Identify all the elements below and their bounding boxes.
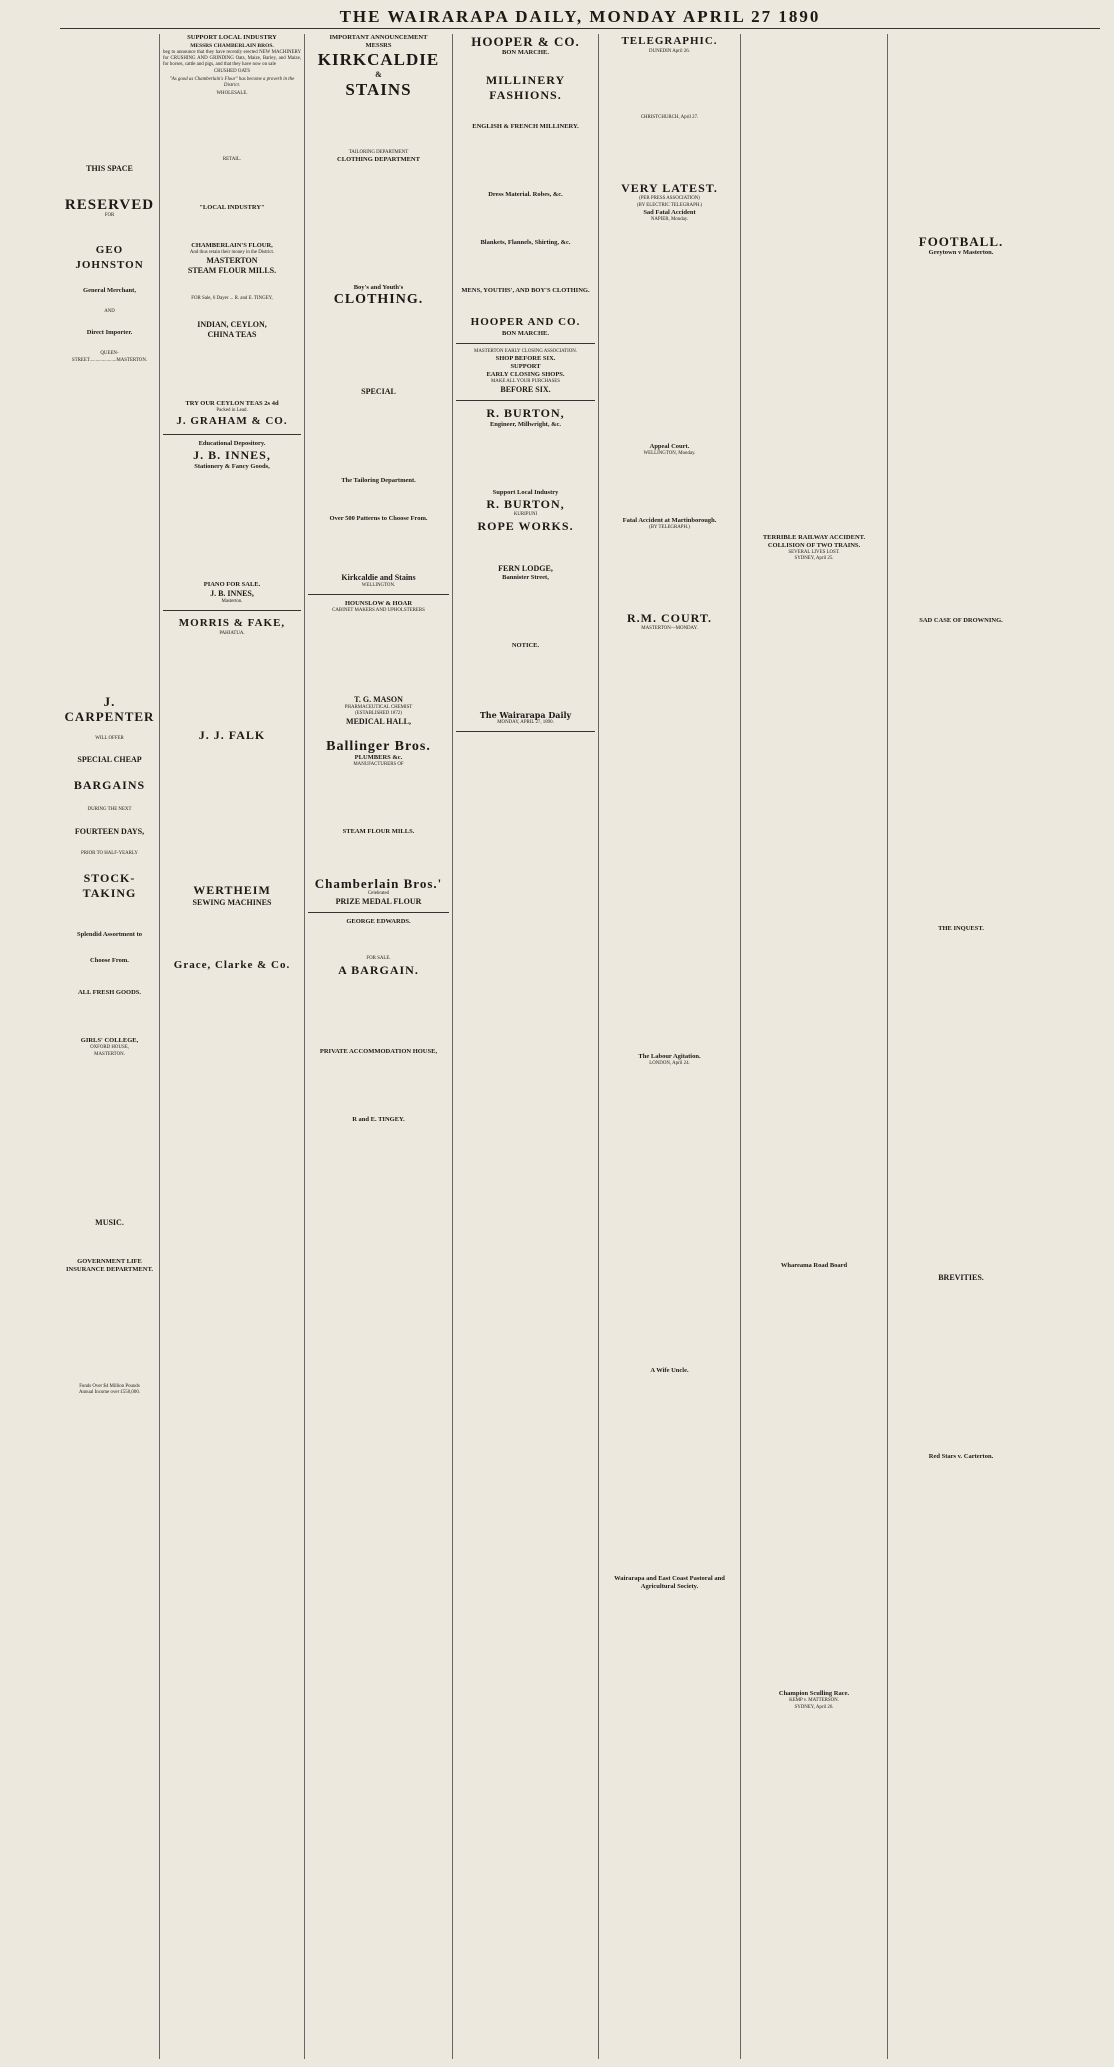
- general-merchant: General Merchant,: [83, 287, 136, 295]
- column-6: [741, 34, 888, 2059]
- chamberlain-bros-2: Chamberlain Bros.': [314, 876, 443, 892]
- piano-for-sale: PIANO FOR SALE.: [203, 581, 261, 589]
- innes-masterton: Masterton.: [221, 599, 243, 605]
- notice-heading: NOTICE.: [511, 641, 540, 649]
- wholesale-label: WHOLESALE.: [216, 91, 248, 97]
- special-label: SPECIAL: [361, 387, 396, 397]
- by-telegraph: (BY TELEGRAPH.): [649, 525, 690, 531]
- column-7: [888, 34, 1034, 2059]
- patterns-line: Over 500 Patterns to Choose From.: [329, 515, 428, 523]
- chamberlain-bros: MESSRS CHAMBERLAIN BROS.: [190, 43, 274, 49]
- sewing-machines: SEWING MACHINES: [192, 897, 272, 907]
- column-5: [599, 34, 741, 2059]
- brevities-heading: BREVITIES.: [938, 1273, 984, 1282]
- masterton-label: MASTERTON: [206, 255, 258, 265]
- tingey-name: R and E. TINGEY.: [352, 1115, 405, 1123]
- for-label: FOR: [104, 213, 115, 218]
- sydney-date: SYDNEY, April 25.: [794, 556, 834, 562]
- during-next: DURING THE NEXT: [87, 807, 132, 813]
- retain-money: And thus retain their money in the District.: [189, 249, 275, 255]
- fern-lodge: FERN LODGE,: [498, 563, 553, 573]
- kirkcaldie-wellington: WELLINGTON.: [361, 583, 396, 589]
- wife-uncle: A Wife Uncle.: [650, 1366, 689, 1374]
- tailoring-department: The Tailoring Department.: [341, 477, 416, 485]
- funds-line: Funds Over $4 Million Pounds: [79, 1383, 140, 1389]
- make-purchases: MAKE ALL YOUR PURCHASES: [490, 379, 561, 385]
- choose-from: Choose From.: [90, 957, 129, 965]
- fourteen-days: FOURTEEN DAYS,: [74, 827, 145, 837]
- the-inquest: THE INQUEST.: [938, 925, 984, 932]
- sad-case-drowning: SAD CASE OF DROWNING.: [919, 617, 1003, 624]
- red-stars-carterton: Red Stars v. Carterton.: [928, 1453, 994, 1460]
- sydney-date-2: SYDNEY, April 26.: [794, 1704, 834, 1710]
- girls-college: GIRLS' COLLEGE,: [80, 1037, 139, 1045]
- prior-to: PRIOR TO HALF-YEARLY: [81, 851, 138, 857]
- medical-hall: MEDICAL HALL,: [346, 717, 411, 727]
- column-2: [160, 34, 305, 2059]
- carpenter-name: J. CARPENTER: [64, 693, 155, 724]
- retail-label: RETAIL.: [222, 157, 242, 163]
- stains-heading: STAINS: [345, 80, 412, 99]
- daily-title: The Wairarapa Daily: [479, 709, 572, 720]
- steam-flour-mills-2: STEAM FLOUR MILLS.: [342, 828, 415, 836]
- several-lives: SEVERAL LIVES LOST.: [788, 550, 840, 555]
- support-label: SUPPORT: [510, 363, 541, 371]
- morris-fake: MORRIS & FAKE,: [178, 617, 286, 630]
- burton-name: R. BURTON,: [486, 406, 565, 421]
- fashions-heading: FASHIONS.: [489, 88, 562, 102]
- early-closing-assoc: MASTERTON EARLY CLOSING ASSOCIATION.: [473, 349, 577, 354]
- kirkcaldie-heading: KIRKCALDIE: [317, 50, 440, 69]
- telegraphic-heading: TELEGRAPHIC.: [621, 35, 718, 47]
- greytown-masterton: Greytown v Masterton.: [928, 249, 994, 256]
- sad-fatal-accident: Sad Fatal Accident: [643, 208, 696, 216]
- editorial-date: MONDAY, APRIL 27, 1890.: [497, 719, 554, 725]
- for-sale-tingey: FOR Sale, 6 Dayer ... R. and E. TINGEY,: [191, 295, 273, 301]
- innes-name: J. B. INNES,: [193, 448, 271, 463]
- oxford-house: OXFORD HOUSE,: [90, 1045, 129, 1051]
- engineer-label: Engineer, Millwright, &c.: [489, 421, 562, 429]
- very-latest: VERY LATEST.: [621, 181, 718, 196]
- hooper-and-co: HOOPER AND CO.: [470, 316, 581, 328]
- reserved-label: RESERVED: [64, 197, 155, 213]
- appeal-court: Appeal Court.: [649, 443, 690, 451]
- stock-taking: STOCK-TAKING: [82, 871, 137, 901]
- pharmaceutical-chemist: PHARMACEUTICAL CHEMIST: [344, 704, 413, 710]
- cabinet-makers: CABINET MAKERS AND UPHOLSTERERS: [332, 608, 425, 614]
- messrs-label: MESSRS: [365, 42, 392, 49]
- a-bargain: A BARGAIN.: [338, 962, 419, 977]
- special-cheap: SPECIAL CHEAP: [77, 755, 142, 765]
- whareama-road-board: Whareama Road Board: [780, 1262, 848, 1270]
- prize-medal-flour: PRIZE MEDAL FLOUR: [335, 897, 422, 907]
- for-sale-label: FOR SALE.: [366, 956, 391, 962]
- support-local: Support Local Industry: [492, 489, 559, 497]
- indian-ceylon: INDIAN, CEYLON,: [197, 320, 267, 330]
- bannister-street: Bannister Street,: [502, 573, 549, 581]
- jfalk-name: J. J. FALK: [198, 727, 266, 742]
- and-label: AND: [104, 309, 115, 315]
- boys-youths: Boy's and Youth's: [353, 284, 404, 292]
- kuripuni-label: KURIPUNI: [513, 512, 538, 518]
- direct-importer: Direct Importer.: [86, 329, 133, 337]
- this-space-label: THIS SPACE: [86, 164, 133, 173]
- napier-monday: NAPIER, Monday.: [650, 216, 689, 222]
- wertheim-name: WERTHEIM: [193, 882, 271, 897]
- clothing-dept: CLOTHING DEPARTMENT: [337, 156, 420, 164]
- rm-court: R.M. COURT.: [626, 611, 712, 626]
- christchurch-date: CHRISTCHURCH, April 27.: [640, 115, 699, 121]
- english-french: ENGLISH & FRENCH MILLINERY.: [472, 123, 579, 130]
- tailoring-dept: TAILORING DEPARTMENT: [348, 150, 409, 155]
- bon-marche-2: BON MARCHE.: [502, 330, 549, 337]
- bon-marche: BON MARCHE.: [502, 49, 549, 56]
- educational-depository: Educational Depository.: [198, 440, 266, 448]
- masthead: THE WAIRARAPA DAILY, MONDAY APRIL 27 1890: [60, 6, 1100, 29]
- terrible-railway: TERRIBLE RAILWAY ACCIDENT.: [762, 534, 866, 541]
- oxford-town: MASTERTON.: [94, 1051, 125, 1057]
- johnston-address: QUEEN-STREET......................MASTERTON.: [71, 351, 148, 363]
- football-heading: FOOTBALL.: [918, 234, 1004, 249]
- column-1: [60, 34, 160, 2059]
- hounslow-hoar: HOUNSLOW & HOAR: [344, 600, 413, 608]
- mason-name: T. G. MASON: [354, 694, 403, 704]
- ballinger-bros: Ballinger Bros.: [326, 739, 431, 755]
- champion-sculling: Champion Sculling Race.: [778, 1690, 850, 1698]
- masterton-monday: MASTERTON—MONDAY.: [641, 626, 698, 632]
- hooper-heading: HOOPER & CO.: [471, 34, 580, 49]
- kirkcaldie-stains-2: Kirkcaldie and Stains: [341, 573, 416, 583]
- chamberlain-text: beg to announce that they have recently erected NEW MACHINERY for CRUSHING AND GRINDING Oats, Maize, Barley, and Maize, for horses, cattle and pigs, and that they have now on sale: [163, 50, 301, 68]
- ceylon-tea-price: TRY OUR CEYLON TEAS 2s 4d: [185, 400, 279, 408]
- celebrated-label: Celebrated: [367, 891, 390, 897]
- dress-material: Dress Material. Robes, &c.: [488, 191, 563, 198]
- china-teas: CHINA TEAS: [207, 330, 257, 340]
- splendid-assortment: Splendid Assortment to: [76, 931, 142, 939]
- graham-co: J. GRAHAM & CO.: [176, 415, 288, 428]
- plumbers-label: PLUMBERS &c.: [354, 754, 403, 762]
- labour-agitation: The Labour Agitation.: [638, 1052, 701, 1060]
- chamberlain-proverb: "As good as Chamberlain's Flour" has become a proverb in the District.: [169, 76, 295, 89]
- fatal-accident-martinborough: Fatal Accident at Martinborough.: [622, 517, 717, 525]
- early-closing-shops: EARLY CLOSING SHOPS.: [486, 371, 565, 379]
- press-association: (PER PRESS ASSOCIATION): [639, 196, 700, 202]
- manufacturers-of: MANUFACTURERS OF: [353, 762, 404, 768]
- kemp-matterson: KEMP v. MATTERSON.: [789, 1698, 839, 1704]
- stationery-goods: Stationery & Fancy Goods,: [194, 463, 270, 471]
- wellington-monday: WELLINGTON, Monday.: [643, 451, 696, 457]
- collision-trains: COLLISION OF TWO TRAINS.: [767, 542, 861, 549]
- before-six: BEFORE SIX.: [500, 385, 551, 395]
- govt-insurance: GOVERNMENT LIFE INSURANCE DEPARTMENT.: [66, 1257, 153, 1273]
- will-offer: WILL OFFER: [95, 735, 124, 741]
- innes-name-2: J. B. INNES,: [210, 589, 254, 599]
- steam-flour-mills: STEAM FLOUR MILLS.: [187, 265, 277, 275]
- grace-clarke: Grace, Clarke & Co.: [173, 958, 291, 971]
- mens-clothing: MENS, YOUTHS', AND BOY'S CLOTHING.: [461, 287, 590, 294]
- support-local-industry: SUPPORT LOCAL INDUSTRY: [187, 34, 277, 41]
- millinery-heading: MILLINERY: [485, 73, 566, 87]
- bargains-heading: BARGAINS: [73, 778, 146, 793]
- george-edwards: GEORGE EDWARDS.: [346, 918, 411, 926]
- private-accommodation: PRIVATE ACCOMMODATION HOUSE,: [319, 1047, 438, 1055]
- local-industry-quote: "LOCAL INDUSTRY": [199, 203, 265, 211]
- dunedin-date: DUNEDIN April 26.: [649, 49, 690, 54]
- packed-in-lead: Packed in Lead.: [216, 408, 248, 414]
- annual-income: Annual Income over £550,000.: [79, 1390, 140, 1396]
- shop-before-six: SHOP BEFORE SIX.: [495, 355, 556, 363]
- crushed-oats: CRUSHED OATS: [213, 68, 251, 74]
- clothing-heading: CLOTHING.: [333, 292, 424, 308]
- blankets-flannels: Blankets, Flannels, Shirting, &c.: [480, 239, 571, 246]
- chamberlains-flour: CHAMBERLAIN'S FLOUR,: [191, 241, 273, 249]
- johnston-name: GEO JOHNSTON: [75, 244, 144, 272]
- column-3: [305, 34, 453, 2059]
- pahiatua-label: PAHIATUA.: [219, 631, 245, 637]
- by-electric-telegraph: (BY ELECTRIC TELEGRAPH.): [636, 202, 703, 208]
- london-date: LONDON, April 24.: [649, 1060, 690, 1066]
- wairarapa-show: Wairarapa and East Coast Pastoral and Agricultural Society.: [614, 1574, 725, 1590]
- ampersand: &: [375, 70, 382, 79]
- column-4: [453, 34, 599, 2059]
- burton-name-2: R. BURTON,: [486, 497, 565, 512]
- all-fresh-goods: ALL FRESH GOODS.: [77, 989, 142, 997]
- music-heading: MUSIC.: [95, 1217, 124, 1227]
- rope-works: ROPE WORKS.: [477, 518, 574, 533]
- established-1872: (ESTABLISHED 1872): [355, 710, 402, 716]
- important-announcement: IMPORTANT ANNOUNCEMENT: [329, 34, 428, 41]
